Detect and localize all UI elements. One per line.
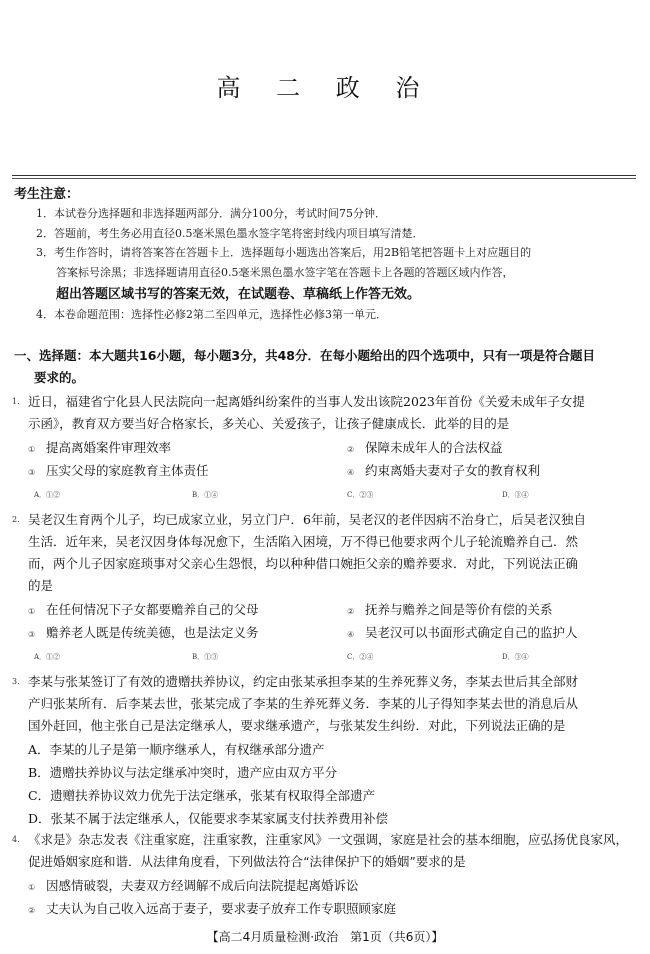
- option-item: ① 因感情破裂，夫妻双方经调解不成后向法院提起离婚诉讼: [28, 878, 359, 893]
- answer-choice: A．①②: [34, 491, 61, 499]
- option-item: ② 保障未成年人的合法权益: [347, 440, 503, 455]
- option-item: ③ 赡养老人既是传统美德，也是法定义务: [28, 625, 259, 640]
- answer-choice: C．②④: [347, 653, 374, 661]
- answer-choice: B．①④: [192, 491, 219, 499]
- question-number: 4．: [12, 835, 26, 844]
- notice-item: 2．答题前，考生务必用直径0.5毫米黑色墨水签字笔将密封线内项目填写清楚．: [36, 227, 424, 240]
- option-item: ② 抚养与赡养之间是等价有偿的关系: [347, 602, 553, 617]
- question-number: 3．: [12, 677, 26, 686]
- option-item: ① 在任何情况下子女都要赡养自己的父母: [28, 602, 259, 617]
- option-item: A．李某的儿子是第一顺序继承人，有权继承部分遗产: [28, 742, 325, 757]
- page-title: 高 二 政 治: [216, 74, 434, 102]
- question-text: 的是: [28, 578, 54, 593]
- question-number: 1．: [12, 397, 26, 406]
- notice-heading: 考生注意：: [14, 187, 80, 202]
- notice-item: 3．考生作答时，请将答案答在答题卡上．选择题每小题选出答案后，用2B铅笔把答题卡上对应题目的: [36, 246, 532, 259]
- answer-choice: C．②③: [347, 491, 374, 499]
- answer-choice: A．①②: [34, 653, 61, 661]
- option-item: ④ 吴老汉可以书面形式确定自己的监护人: [347, 625, 578, 640]
- question-text: 《求是》杂志发表《注重家庭，注重家教，注重家风》一文强调，家庭是社会的基本细胞，应弘扬优良家风，: [28, 832, 629, 847]
- page-footer: 【高二4月质量检测·政治 第1页（共6页）】: [206, 930, 444, 944]
- answer-choice: B．①③: [192, 653, 219, 661]
- answer-choice: D．③④: [502, 491, 529, 499]
- notice-item: 答案标号涂黑；非选择题请用直径0.5毫米黑色墨水签字笔在答题卡上各题的答题区域内作答，: [56, 266, 514, 279]
- notice-item-bold: 超出答题区域书写的答案无效，在试题卷、草稿纸上作答无效。: [56, 287, 421, 302]
- divider: [12, 178, 636, 179]
- question-text: 李某与张某签订了有效的遗赠扶养协议，约定由张某承担李某的生养死葬义务，李某去世后其全部财: [28, 674, 579, 689]
- question-text: 促进婚姻家庭和谐．从法律角度看，下列做法符合“法律保护下的婚姻”要求的是: [28, 854, 466, 869]
- divider: [12, 175, 636, 176]
- option-item: D．张某不属于法定继承人，仅能要求李某家属支付扶养费用补偿: [28, 811, 389, 826]
- option-item: ② 丈夫认为自己收入远高于妻子，要求妻子放弃工作专职照顾家庭: [28, 901, 397, 916]
- option-item: ③ 压实父母的家庭教育主体责任: [28, 463, 209, 478]
- notice-item: 1．本试卷分选择题和非选择题两部分．满分100分，考试时间75分钟．: [36, 207, 386, 220]
- section-heading-cont: 要求的。: [34, 370, 85, 385]
- question-number: 2．: [12, 515, 26, 524]
- option-item: B．遗赠扶养协议与法定继承冲突时，遗产应由双方平分: [28, 765, 338, 780]
- question-text: 国外赶回，他主张自己是法定继承人，要求继承遗产，与张某发生纠纷．对此，下列说法正确的是: [28, 718, 566, 733]
- option-item: ④ 约束离婚夫妻对子女的教育权利: [347, 463, 541, 478]
- question-text: 近日，福建省宁化县人民法院向一起离婚纠纷案件的当事人发出该院2023年首份《关爱未成年子女提: [28, 394, 585, 409]
- question-text: 而，两个儿子因家庭琐事对父亲心生怨恨，均以种种借口婉拒父亲的赡养要求．对此，下列说法正确: [28, 556, 579, 571]
- section-heading: 一、选择题：本大题共16小题，每小题3分，共48分．在每小题给出的四个选项中，只有一项是符合题目: [14, 348, 595, 363]
- question-text: 生活．近年来，吴老汉因身体每况愈下，生活陷入困境，万不得已他要求两个儿子轮流赡养自己．然: [28, 534, 579, 549]
- option-item: C．遗赠扶养协议效力优先于法定继承，张某有权取得全部遗产: [28, 788, 376, 803]
- answer-choice: D．③④: [502, 653, 529, 661]
- question-text: 吴老汉生育两个儿子，均已成家立业，另立门户．6年前，吴老汉的老伴因病不治身亡，后吴老汉独自: [28, 512, 586, 527]
- question-text: 产归张某所有．后李某去世，张某完成了李某的生养死葬义务．李某的儿子得知李某去世的消息后从: [28, 696, 579, 711]
- option-item: ① 提高离婚案件审理效率: [28, 440, 172, 455]
- question-text: 示函》，教育双方要当好合格家长，多关心、关爱孩子，让孩子健康成长．此举的目的是: [28, 416, 510, 431]
- notice-item: 4．本卷命题范围：选择性必修2第二至四单元，选择性必修3第一单元．: [36, 308, 387, 321]
